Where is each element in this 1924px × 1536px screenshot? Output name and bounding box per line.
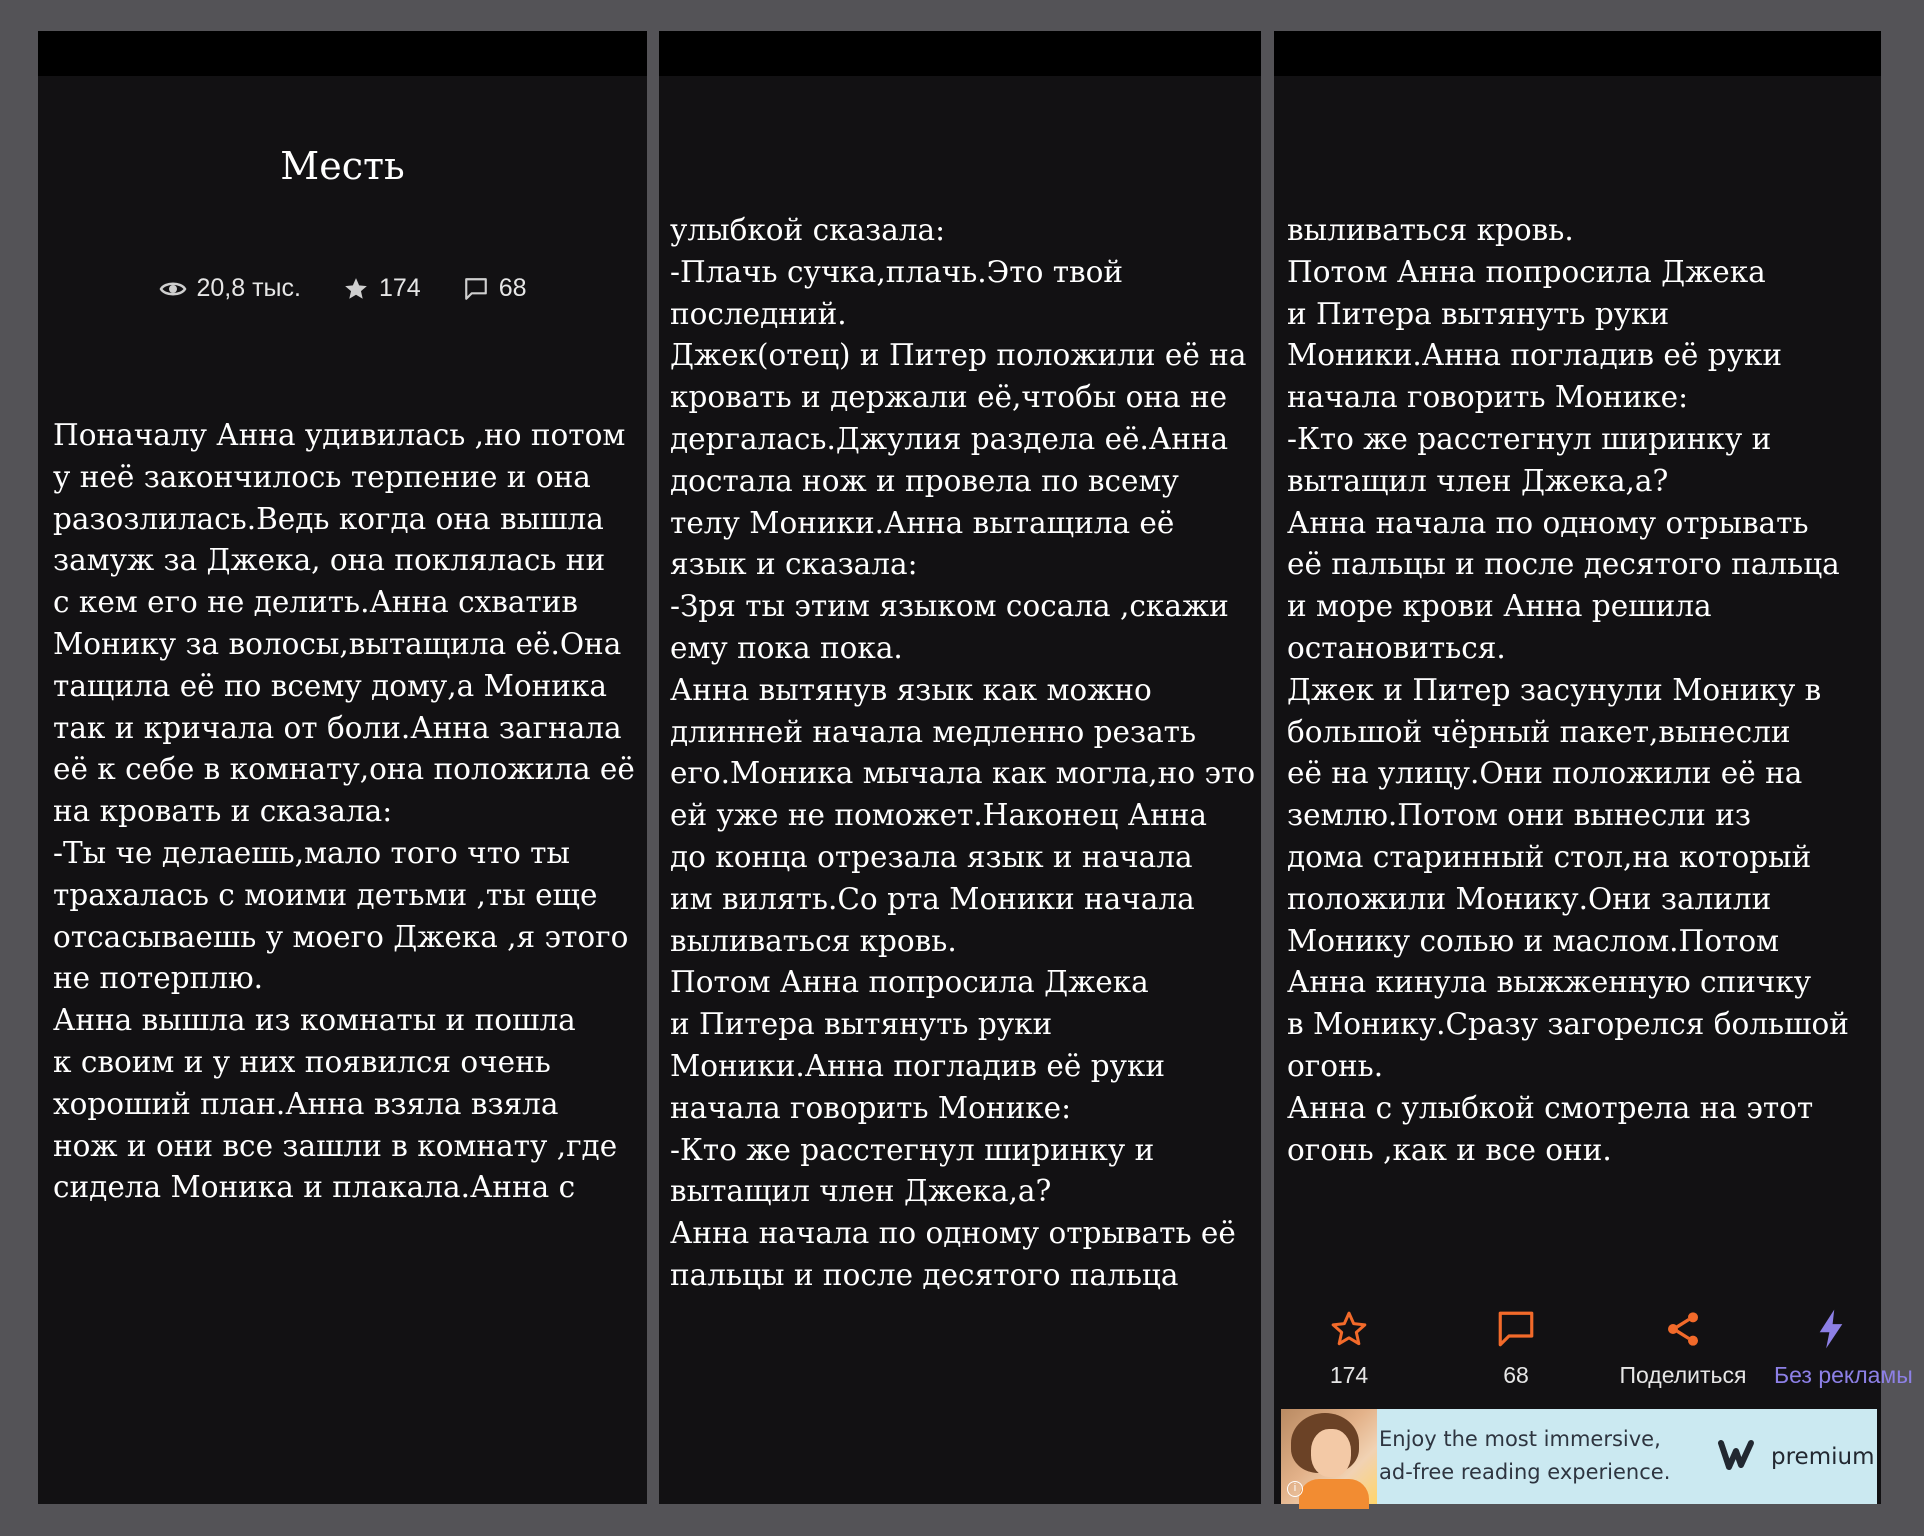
vote-button[interactable]: [1274, 1306, 1424, 1389]
wattpad-w-icon: [1719, 1439, 1763, 1475]
views-count: 20,8 тыс.: [196, 274, 301, 302]
ad-text: Enjoy the most immersive, ad-free reading experience.: [1379, 1427, 1671, 1484]
story-text: выливаться кровь. Потом Анна попросила Джека и Питера вытянуть руки Моники.Анна погладив её руки начала говорить Монике: -Кто же расстегнул ширинку и вытащил член Джека,а? Анна начала по одному отрывать её пальцы и после десятого пальца и море крови Анна решила остановиться. Джек и Питер засунули Монику в большой чёрный пакет,вынесли её на улицу.Они положили её на землю.Потом они вынесли из дома старинный стол,на который положили Монику.Они залили Монику солью и маслом.Потом Анна кинула выжженную спичку в Монику.Сразу загорелся большой огонь. Анна с улыбкой смотрела на этот огонь ,как и все они.: [1287, 213, 1849, 1167]
vote-count: 174: [1329, 1362, 1369, 1388]
story-action-bar: [1274, 1306, 1913, 1416]
story-stats: [38, 274, 647, 303]
no-ads-label: Без рекламы: [1774, 1362, 1913, 1388]
star-icon: [343, 276, 369, 302]
premium-ad-banner[interactable]: [1281, 1409, 1877, 1504]
status-bar: [38, 31, 647, 76]
reader-page-3: [1274, 31, 1913, 1504]
comment-button[interactable]: [1441, 1306, 1591, 1389]
ad-brand-logo: [1719, 1439, 1874, 1475]
status-bar: [659, 31, 1261, 76]
status-bar: [1274, 31, 1881, 76]
lightning-icon: [1774, 1306, 1924, 1352]
share-label: Поделиться: [1619, 1362, 1747, 1388]
share-button[interactable]: [1608, 1306, 1758, 1389]
story-title: Месть: [280, 144, 405, 188]
comments-count: 68: [498, 274, 527, 302]
views-stat: [159, 274, 301, 303]
comment-icon: [1441, 1306, 1591, 1352]
ad-info-icon[interactable]: i: [1287, 1481, 1303, 1497]
share-icon: [1608, 1306, 1758, 1352]
ad-photo: [1281, 1409, 1377, 1504]
star-icon: [1274, 1306, 1424, 1352]
votes-count: 174: [378, 274, 421, 302]
story-text: улыбкой сказала: -Плачь сучка,плачь.Это твой последний. Джек(отец) и Питер положили её на кровать и держали её,чтобы она не дергалась.Джулия раздела её.Анна достала нож и провела по всему телу Моники.Анна вытащила её язык и сказала: -Зря ты этим языком сосала ,скажи ему пока пока. Анна вытянув язык как можно длинней начала медленно резать его.Моника мычала как могла,но это ей уже не поможет.Наконец Анна до конца отрезала язык и начала им вилять.Со рта Моники начала выливаться кровь. Потом Анна попросила Джека и Питера вытянуть руки Моники.Анна погладив её руки начала говорить Монике: -Кто же расстегнул ширинку и вытащил член Джека,а? Анна начала по одному отрывать её пальцы и после десятого пальца: [670, 213, 1256, 1292]
ad-brand-label: premium: [1771, 1444, 1875, 1470]
comments-stat: [463, 274, 527, 303]
no-ads-button[interactable]: [1774, 1306, 1924, 1389]
reader-page-1: [38, 31, 647, 1504]
comment-count: 68: [1503, 1362, 1529, 1388]
story-text: Поначалу Анна удивилась ,но потом у неё закончилось терпение и она разозлилась.Ведь когда она вышла замуж за Джека, она поклялась ни с кем его не делить.Анна схватив Монику за волосы,вытащила её.Она тащила её по всему дому,а Моника так и кричала от боли.Анна загнала её к себе в комнату,она положила её на кровать и сказала: -Ты че делаешь,мало того что ты трахалась с моими детьми ,ты еще отсасываешь у моего Джека ,я этого не потерплю. Анна вышла из комнаты и пошла к своим и у них появился очень хороший план.Анна взяла взяла нож и они все зашли в комнату ,где сидела Моника и плакала.Анна с: [53, 418, 635, 1205]
eye-icon: [159, 279, 187, 299]
reader-page-2: [659, 31, 1261, 1504]
comment-icon: [463, 276, 489, 302]
votes-stat: [343, 274, 421, 303]
